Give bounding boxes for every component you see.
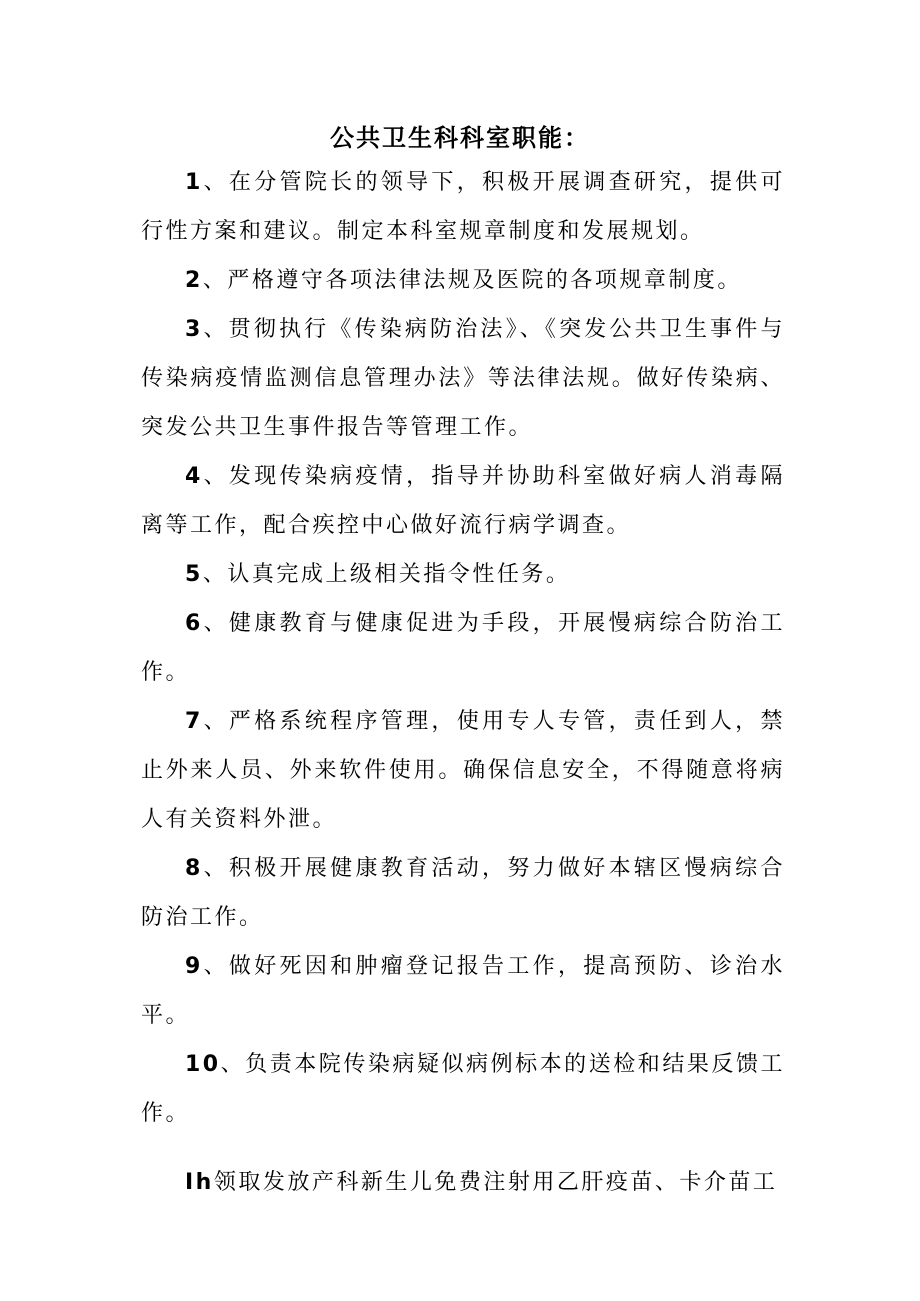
item-number: Ih xyxy=(185,1170,214,1195)
item-text: 、健康教育与健康促进为手段，开展慢病综合防治工作。 xyxy=(141,611,785,685)
document-body xyxy=(141,158,785,1207)
paragraph-4 xyxy=(141,452,785,550)
item-number: 9 xyxy=(185,954,203,979)
item-number: 4 xyxy=(185,464,203,489)
item-text: 、做好死因和肿瘤登记报告工作，提高预防、诊治水平。 xyxy=(141,954,785,1028)
item-text: 、严格遵守各项法律法规及医院的各项规章制度。 xyxy=(202,268,742,293)
item-number: 3 xyxy=(185,317,203,342)
item-number: 5 xyxy=(185,562,203,587)
item-text: 领取发放产科新生儿免费注射用乙肝疫苗、卡介苗工 xyxy=(213,1170,778,1195)
paragraph-6 xyxy=(141,599,785,697)
paragraph-9 xyxy=(141,942,785,1040)
paragraph-11 xyxy=(141,1158,785,1207)
document-title: 公共卫生科科室职能： xyxy=(330,123,590,152)
item-number: 1 xyxy=(185,170,203,195)
paragraph-3 xyxy=(141,305,785,452)
paragraph-8 xyxy=(141,844,785,942)
item-text: 、严格系统程序管理，使用专人专管，责任到人，禁止外来人员、外来软件使用。确保信息安全，不得随意将病人有关资料外泄。 xyxy=(141,709,785,832)
item-number: 8 xyxy=(185,856,203,881)
item-text: 、贯彻执行《传染病防治法》、《突发公共卫生事件与传染病疫情监测信息管理办法》等法律法规。做好传染病、突发公共卫生事件报告等管理工作。 xyxy=(141,317,785,440)
item-text: 、认真完成上级相关指令性任务。 xyxy=(202,562,571,587)
item-number: 7 xyxy=(185,709,203,734)
item-number: 10 xyxy=(185,1052,221,1077)
item-number: 6 xyxy=(185,611,203,636)
paragraph-2 xyxy=(141,256,785,305)
paragraph-5 xyxy=(141,550,785,599)
item-text: 、发现传染病疫情，指导并协助科室做好病人消毒隔离等工作，配合疾控中心做好流行病学调查。 xyxy=(141,464,785,538)
paragraph-10 xyxy=(141,1040,785,1138)
item-text: 、积极开展健康教育活动，努力做好本辖区慢病综合防治工作。 xyxy=(141,856,785,930)
item-number: 2 xyxy=(185,268,203,293)
item-text: 、在分管院长的领导下，积极开展调查研究，提供可行性方案和建议。制定本科室规章制度和发展规划。 xyxy=(141,170,785,244)
paragraph-1 xyxy=(141,158,785,256)
paragraph-7 xyxy=(141,697,785,844)
item-text: 、负责本院传染病疑似病例标本的送检和结果反馈工作。 xyxy=(141,1052,785,1126)
